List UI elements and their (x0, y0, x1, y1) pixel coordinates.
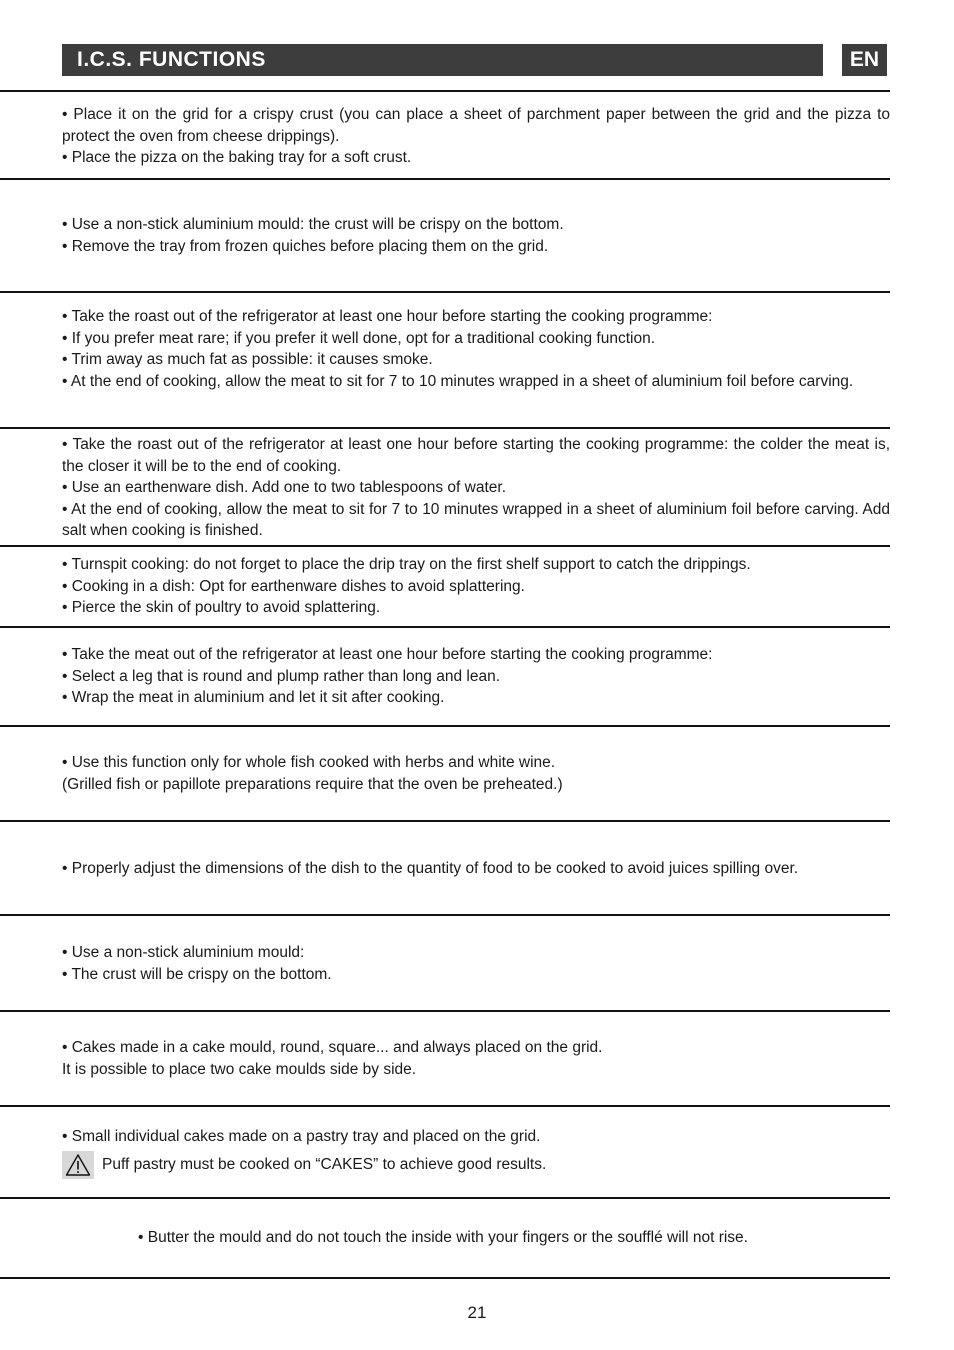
tip-line: (Grilled fish or papillote preparations require that the oven be preheated.) (62, 775, 563, 793)
divider (0, 1105, 890, 1107)
divider (0, 545, 890, 547)
section-title: I.C.S. FUNCTIONS (77, 48, 266, 71)
tip-line: • Take the roast out of the refrigerator at least one hour before starting the cooking programme: the colder the meat is, the closer it will be to the end of cooking. (62, 436, 890, 475)
tip-line: • If you prefer meat rare; if you prefer it well done, opt for a traditional cooking function. (62, 329, 656, 347)
tip-line: • Place the pizza on the baking tray for a soft crust. (62, 149, 412, 166)
tip-section-souffle (138, 1227, 890, 1249)
tip-section-small-cakes (62, 1126, 890, 1179)
tip-line: • Trim away as much fat as possible: it causes smoke. (62, 351, 433, 368)
warning-note (62, 1151, 890, 1179)
tip-section-fish (62, 752, 890, 795)
divider (0, 178, 890, 180)
divider (0, 1197, 890, 1199)
tip-line: • Select a leg that is round and plump rather than long and lean. (62, 667, 500, 685)
tip-section-roast-dish (62, 434, 890, 542)
divider (0, 914, 890, 916)
divider (0, 427, 890, 429)
tip-section-poultry (62, 554, 890, 619)
divider (0, 1277, 890, 1279)
tip-line: • Properly adjust the dimensions of the dish to the quantity of food to be cooked to avoid juices spilling over. (62, 860, 799, 877)
tip-line: It is possible to place two cake moulds side by side. (62, 1060, 417, 1078)
section-title-bar (62, 44, 823, 76)
tip-line: • At the end of cooking, allow the meat to sit for 7 to 10 minutes wrapped in a sheet of aluminium foil before carving. Add salt when cooking is finished. (62, 500, 890, 539)
tip-line: • Use an earthenware dish. Add one to two tablespoons of water. (62, 479, 507, 496)
tip-line: • Cooking in a dish: Opt for earthenware dishes to avoid splattering. (62, 577, 525, 595)
tip-line: • Small individual cakes made on a pastry tray and placed on the grid. (62, 1128, 541, 1145)
tip-line: • Cakes made in a cake mould, round, square... and always placed on the grid. (62, 1039, 603, 1056)
divider (0, 1010, 890, 1012)
divider (0, 90, 890, 92)
tip-line: • Use a non-stick aluminium mould: the crust will be crispy on the bottom. (62, 216, 564, 233)
tip-line: • Remove the tray from frozen quiches before placing them on the grid. (62, 237, 549, 255)
tip-section-pizza (62, 104, 890, 169)
warning-triangle-icon (62, 1151, 94, 1179)
tip-section-dish-size (62, 858, 890, 880)
tip-line: • Take the meat out of the refrigerator at least one hour before starting the cooking programme: (62, 646, 713, 663)
tip-line: • Place it on the grid for a crispy crust (you can place a sheet of parchment paper between the grid and the pizza to protect the oven from cheese drippings). (62, 106, 890, 145)
tip-section-cakes (62, 1037, 890, 1080)
divider (0, 820, 890, 822)
tip-line: • Take the roast out of the refrigerator at least one hour before starting the cooking programme: (62, 308, 713, 325)
warning-text: Puff pastry must be cooked on “CAKES” to achieve good results. (102, 1155, 547, 1173)
tip-line: • At the end of cooking, allow the meat to sit for 7 to 10 minutes wrapped in a sheet of aluminium foil before carving. (62, 372, 854, 390)
tip-section-tart (62, 942, 890, 985)
tip-line: • Wrap the meat in aluminium and let it sit after cooking. (62, 689, 445, 706)
divider (0, 291, 890, 293)
tip-line: • Turnspit cooking: do not forget to place the drip tray on the first shelf support to catch the drippings. (62, 556, 751, 573)
tip-line: • Butter the mould and do not touch the inside with your fingers or the soufflé will not rise. (138, 1229, 748, 1246)
tip-line: • The crust will be crispy on the bottom. (62, 965, 332, 983)
divider (0, 725, 890, 727)
tip-line: • Use a non-stick aluminium mould: (62, 944, 305, 961)
tip-section-roast (62, 306, 890, 392)
tip-line: • Use this function only for whole fish cooked with herbs and white wine. (62, 754, 556, 771)
page-number: 21 (467, 1303, 487, 1322)
tip-section-quiche (62, 214, 890, 257)
divider (0, 626, 890, 628)
tip-section-leg (62, 644, 890, 709)
language-badge: EN (842, 44, 887, 76)
tip-line: • Pierce the skin of poultry to avoid splattering. (62, 599, 381, 616)
